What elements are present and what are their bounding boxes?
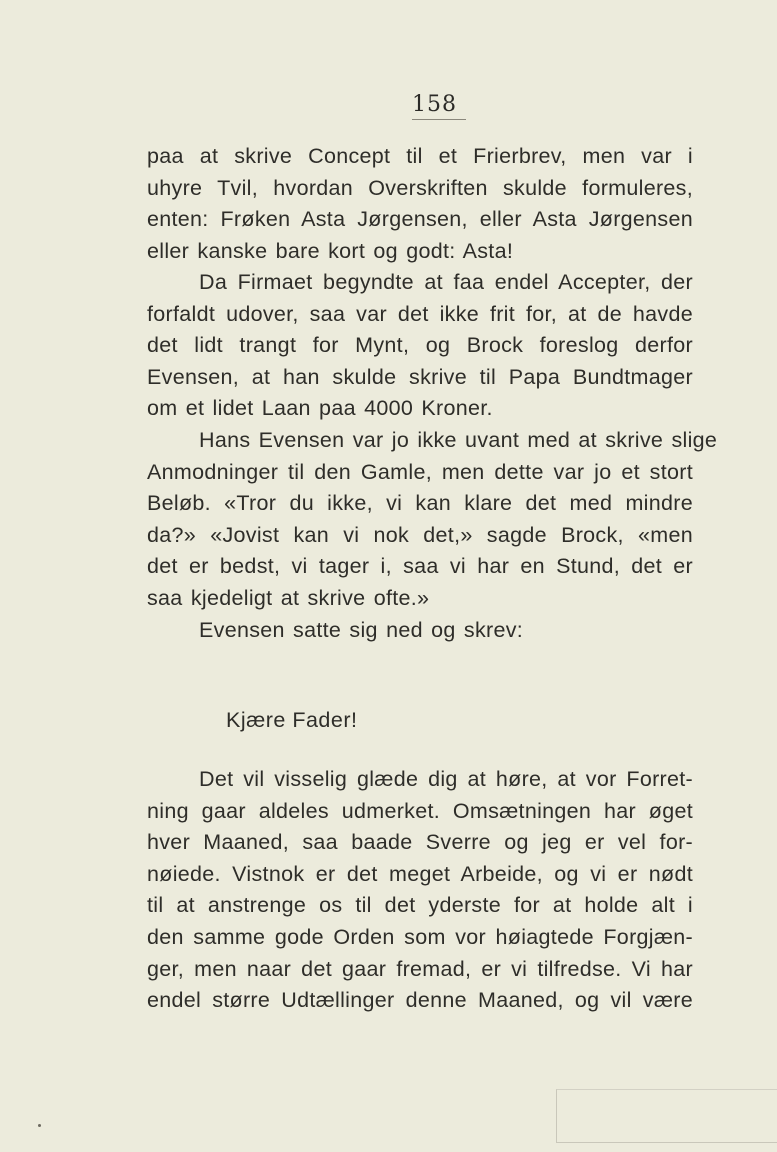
text-line: saa kjedeligt at skrive ofte.» xyxy=(147,585,430,610)
text-line: det er bedst, vi tager i, saa vi har en Stund, det er xyxy=(147,554,693,579)
text-line: Evensen, at han skulde skrive til Papa Bundtmager xyxy=(147,364,693,389)
text-line: enten: Frøken Asta Jørgensen, eller Asta Jørgensen xyxy=(147,207,693,232)
text-line: Beløb. «Tror du ikke, vi kan klare det med mindre xyxy=(147,491,693,516)
text-line: ning gaar aldeles udmerket. Omsætningen har øget xyxy=(147,798,693,823)
text-line: hver Maaned, saa baade Sverre og jeg er vel for- xyxy=(147,830,693,855)
text-line: nøiede. Vistnok er det meget Arbeide, og vi er nødt xyxy=(147,861,693,886)
text-line: da?» «Jovist kan vi nok det,» sagde Brock, «men xyxy=(147,522,693,547)
text-line: Hans Evensen var jo ikke uvant med at skrive slige xyxy=(199,428,718,452)
text-line: ger, men naar det gaar fremad, er vi tilfredse. Vi har xyxy=(147,956,693,981)
letter-salutation: Kjære Fader! xyxy=(226,708,358,732)
text-line: Anmodninger til den Gamle, men dette var jo et stort xyxy=(147,459,693,484)
text-line: til at anstrenge os til det yderste for at holde alt i xyxy=(147,893,693,918)
text-line: den samme gode Orden som vor høiagtede Forgjæn- xyxy=(147,924,693,949)
text-line: uhyre Tvil, hvordan Overskriften skulde formuleres, xyxy=(147,175,693,200)
text-line: forfaldt udover, saa var det ikke frit for, at de havde xyxy=(147,301,693,326)
text-line: Evensen satte sig ned og skrev: xyxy=(199,618,524,642)
paragraph-dialogue xyxy=(147,425,718,615)
paragraph-writing xyxy=(147,615,693,647)
paragraph-intro xyxy=(147,141,693,267)
text-line: Det vil visselig glæde dig at høre, at vor Forret- xyxy=(199,767,693,791)
page-number: 158 xyxy=(412,91,466,120)
paragraph-loan xyxy=(147,267,693,425)
text-line: det lidt trangt for Mynt, og Brock foreslog derfor xyxy=(147,333,693,358)
text-line: endel større Udtællinger denne Maaned, og vil være xyxy=(147,988,693,1013)
text-line: om et lidet Laan paa 4000 Kroner. xyxy=(147,396,493,421)
text-line: paa at skrive Concept til et Frierbrev, men var i xyxy=(147,144,693,168)
scan-corner-box xyxy=(556,1089,777,1143)
text-line: eller kanske bare kort og godt: Asta! xyxy=(147,238,514,263)
letter-body xyxy=(147,764,693,1017)
text-line: Da Firmaet begyndte at faa endel Accepter, der xyxy=(199,270,693,294)
scan-speck xyxy=(38,1124,41,1127)
